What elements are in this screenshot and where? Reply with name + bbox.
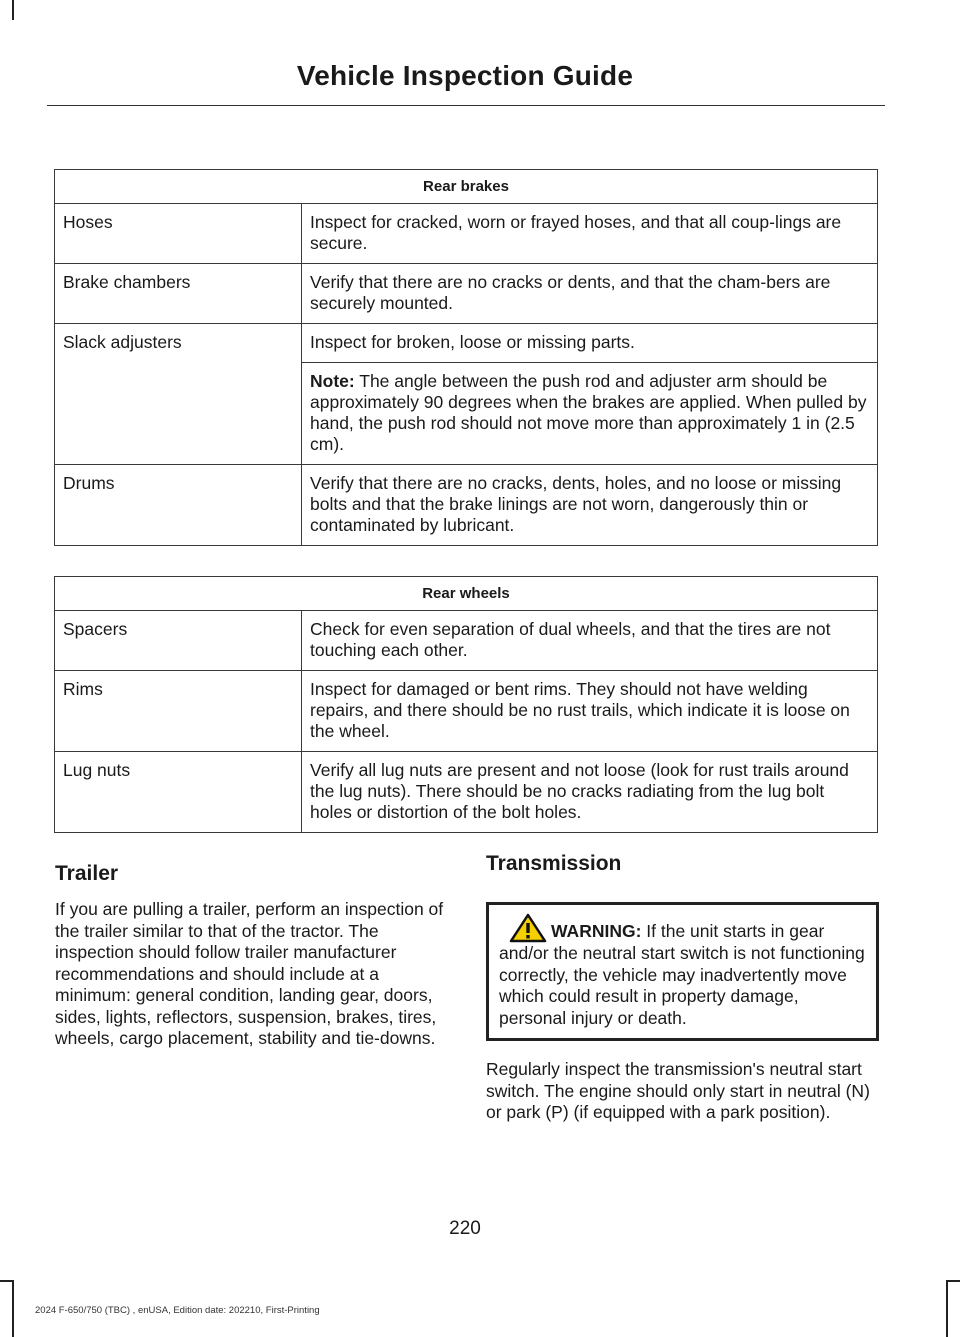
rear-brakes-heading: Rear brakes [55, 170, 878, 204]
rear-brakes-table [54, 169, 878, 546]
crop-mark-top-left [12, 0, 14, 20]
transmission-section [486, 852, 879, 1124]
transmission-title: Transmission [486, 852, 622, 875]
row-description: Verify that there are no cracks or dents, and that the cham-bers are securely mounted. [302, 264, 878, 324]
row-item: Lug nuts [55, 752, 302, 833]
crop-mark-bottom-right-h [946, 1280, 960, 1282]
page-number: 220 [449, 1218, 481, 1239]
header-divider [47, 105, 885, 106]
row-item: Rims [55, 671, 302, 752]
crop-mark-bottom-left [12, 1280, 14, 1337]
warning-box [486, 902, 879, 1041]
note-label: Note: [310, 371, 355, 391]
table-row [55, 324, 878, 363]
table-header-row [55, 170, 878, 204]
crop-mark-bottom-left-h [0, 1280, 14, 1282]
warning-text: If the unit starts in gear and/or the neutral start switch is not functioning correctly, the vehicle may inadvertently move which could result in property damage, personal injury or death. [499, 921, 865, 1028]
row-item: Slack adjusters [55, 324, 302, 465]
row-item: Spacers [55, 611, 302, 671]
table-row [55, 611, 878, 671]
warning-triangle-icon [509, 913, 547, 943]
transmission-body: Regularly inspect the transmission's neutral start switch. The engine should only start in neutral (N) or park (P) (if equipped with a park position). [486, 1059, 870, 1122]
crop-mark-bottom-right [946, 1280, 948, 1337]
row-description: Inspect for damaged or bent rims. They should not have welding repairs, and there should be no rust trails, which indicate it is loose on the wheel. [302, 671, 878, 752]
warning-label: WARNING: [551, 921, 642, 941]
trailer-title: Trailer [55, 862, 119, 885]
footer-edition-info: 2024 F-650/750 (TBC) , enUSA, Edition date: 202210, First-Printing [35, 1305, 320, 1316]
row-item: Drums [55, 465, 302, 546]
row-description: Verify all lug nuts are present and not loose (look for rust trails around the lug nuts). There should be no cracks radiating from the lug bolt holes or distortion of the bolt holes. [302, 752, 878, 833]
note-text: The angle between the push rod and adjuster arm should be approximately 90 degrees when the brakes are applied. When pulled by hand, the push rod should not move more than approximately 1 in (2.5 cm). [310, 371, 867, 454]
table-row [55, 752, 878, 833]
row-description: Inspect for cracked, worn or frayed hoses, and that all coup-lings are secure. [302, 204, 878, 264]
row-item: Hoses [55, 204, 302, 264]
table-row [55, 671, 878, 752]
row-description: Check for even separation of dual wheels, and that the tires are not touching each other. [302, 611, 878, 671]
rear-wheels-table [54, 576, 878, 833]
row-description: Inspect for broken, loose or missing parts. [302, 324, 878, 363]
row-description: Verify that there are no cracks, dents, holes, and no loose or missing bolts and that the brake linings are not worn, dangerously thin or contaminated by lubricant. [302, 465, 878, 546]
row-item: Brake chambers [55, 264, 302, 324]
table-row [55, 264, 878, 324]
trailer-section [55, 862, 450, 1050]
rear-wheels-heading: Rear wheels [55, 577, 878, 611]
note-cell [302, 363, 878, 465]
table-row [55, 204, 878, 264]
trailer-body: If you are pulling a trailer, perform an inspection of the trailer similar to that of the tractor. The inspection should follow trailer manufacturer recommendations and should include at a minimum: general condition, landing gear, doors, sides, lights, reflectors, suspension, brakes, tires, wheels, cargo placement, stability and tie-downs. [55, 899, 444, 1048]
page-title: Vehicle Inspection Guide [296, 60, 634, 91]
table-row [55, 465, 878, 546]
table-header-row [55, 577, 878, 611]
